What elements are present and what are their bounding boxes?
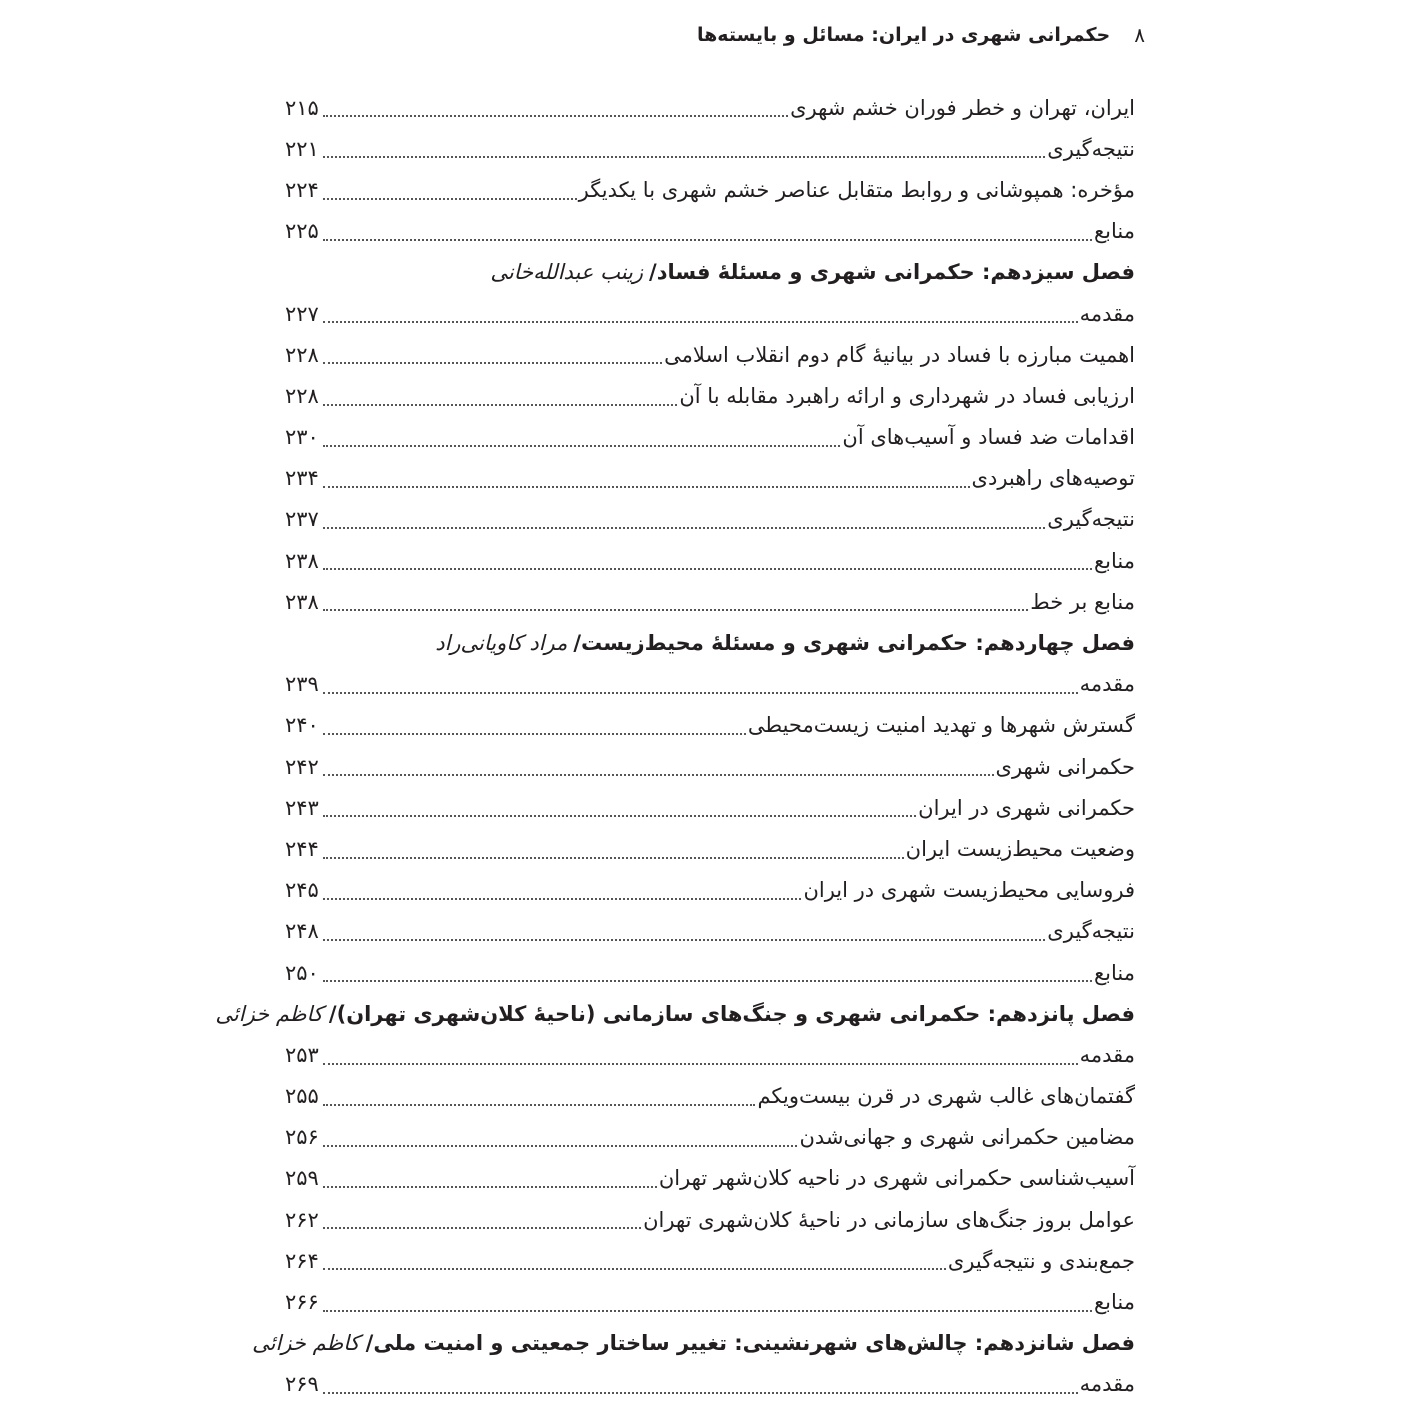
dot-leader [323,321,1078,323]
toc-entry [285,293,1135,334]
dot-leader [323,692,1078,694]
table-of-contents [215,87,1135,1405]
entry-title: نتیجه‌گیری [1047,136,1135,161]
entry-page-number: ۲۲۵ [285,219,319,244]
dot-leader [323,156,1045,158]
entry-title: حکمرانی شهری در ایران [918,795,1135,820]
toc-entry [285,540,1135,581]
entry-title: مضامین حکمرانی شهری و جهانی‌شدن [799,1125,1135,1150]
toc-entry [285,1076,1135,1117]
dot-leader [323,1227,641,1229]
toc-entry [285,911,1135,952]
dot-leader [323,404,677,406]
toc-entry [285,870,1135,911]
entry-title: وضعیت محیط‌زیست ایران [905,836,1135,861]
entry-page-number: ۲۶۹ [285,1372,319,1397]
toc-entry [285,664,1135,705]
dot-leader [323,445,840,447]
toc-entry [285,128,1135,169]
toc-entry [285,705,1135,746]
dot-leader [323,486,970,488]
entry-page-number: ۲۲۱ [285,136,319,161]
entry-title: منابع [1093,548,1135,573]
dot-leader [323,1310,1092,1312]
dot-leader [323,898,801,900]
entry-page-number: ۲۲۴ [285,177,319,202]
entry-title: عوامل بروز جنگ‌های سازمانی در ناحیهٔ کلان‌شهری تهران [643,1207,1135,1232]
toc-entry [285,499,1135,540]
dot-leader [323,939,1045,941]
toc-chapter-heading [285,622,1135,663]
dot-leader [323,527,1045,529]
dot-leader [323,1268,946,1270]
dot-leader [323,115,788,117]
chapter-title: فصل پانزدهم: حکمرانی شهری و جنگ‌های سازمانی (ناحیهٔ کلان‌شهری تهران)/ [328,1001,1135,1026]
chapter-author: زینب عبدالله‌خانی [490,260,644,285]
chapter-author: کاظم خزائی [215,1001,323,1026]
dot-leader [323,568,1092,570]
toc-entry [285,375,1135,416]
dot-leader [323,1063,1078,1065]
toc-entry [285,458,1135,499]
toc-chapter-heading [215,993,1135,1034]
entry-page-number: ۲۵۰ [285,960,319,985]
entry-page-number: ۲۴۲ [285,754,319,779]
toc-entry [285,952,1135,993]
entry-title: گسترش شهرها و تهدید امنیت زیست‌محیطی [747,713,1135,738]
toc-entry [285,169,1135,210]
entry-page-number: ۲۶۴ [285,1248,319,1273]
chapter-author: مراد کاویانی‌راد [435,631,568,656]
toc-chapter-heading [285,252,1135,293]
entry-title: مقدمه [1079,301,1135,326]
dot-leader [323,1186,657,1188]
entry-title: منابع [1093,1290,1135,1315]
entry-title: مقدمه [1079,1372,1135,1397]
entry-title: توصیه‌های راهبردی [971,466,1135,491]
toc-entry [285,1117,1135,1158]
entry-title: اهمیت مبارزه با فساد در بیانیهٔ گام دوم انقلاب اسلامی [664,342,1135,367]
entry-page-number: ۲۶۲ [285,1207,319,1232]
entry-page-number: ۲۳۹ [285,672,319,697]
page-number: ۸ [1134,23,1145,47]
entry-title: اقدامات ضد فساد و آسیب‌های آن [842,425,1135,450]
toc-entry [285,87,1135,128]
entry-page-number: ۲۲۸ [285,342,319,367]
entry-page-number: ۲۴۳ [285,795,319,820]
entry-title: گفتمان‌های غالب شهری در قرن بیست‌ویکم [757,1084,1135,1109]
toc-entry [285,1364,1135,1405]
dot-leader [323,733,746,735]
chapter-title: فصل سیزدهم: حکمرانی شهری و مسئلهٔ فساد/ [649,260,1135,285]
entry-page-number: ۲۳۷ [285,507,319,532]
entry-page-number: ۲۱۵ [285,95,319,120]
entry-title: آسیب‌شناسی حکمرانی شهری در ناحیه کلان‌شهر تهران [658,1166,1135,1191]
toc-entry [285,787,1135,828]
entry-title: مؤخره: همپوشانی و روابط متقابل عناصر خشم شهری با یکدیگر [578,177,1135,202]
entry-title: منابع [1093,219,1135,244]
toc-entry [285,417,1135,458]
entry-title: مقدمه [1079,1042,1135,1067]
running-head [696,18,1145,52]
chapter-title: فصل چهاردهم: حکمرانی شهری و مسئلهٔ محیط‌زیست/ [573,631,1135,656]
entry-page-number: ۲۴۰ [285,713,319,738]
entry-page-number: ۲۵۵ [285,1084,319,1109]
toc-entry [285,1240,1135,1281]
dot-leader [323,857,904,859]
entry-title: منابع بر خط [1030,589,1135,614]
entry-page-number: ۲۲۷ [285,301,319,326]
toc-entry [285,1199,1135,1240]
toc-entry [285,1281,1135,1322]
entry-page-number: ۲۳۸ [285,548,319,573]
entry-page-number: ۲۳۴ [285,466,319,491]
dot-leader [323,609,1028,611]
entry-page-number: ۲۲۸ [285,383,319,408]
entry-title: ارزیابی فساد در شهرداری و ارائه راهبرد مقابله با آن [679,383,1135,408]
dot-leader [323,239,1092,241]
entry-page-number: ۲۳۸ [285,589,319,614]
entry-title: حکمرانی شهری [995,754,1135,779]
dot-leader [323,1104,755,1106]
entry-page-number: ۲۴۴ [285,836,319,861]
entry-title: ایران، تهران و خطر فوران خشم شهری [790,95,1135,120]
dot-leader [323,980,1092,982]
toc-entry [285,746,1135,787]
entry-page-number: ۲۵۶ [285,1125,319,1150]
entry-title: منابع [1093,960,1135,985]
toc-entry [285,1158,1135,1199]
chapter-author: کاظم خزائی [252,1331,360,1356]
dot-leader [323,1392,1078,1394]
entry-title: نتیجه‌گیری [1047,919,1135,944]
chapter-title: فصل شانزدهم: چالش‌های شهرنشینی: تغییر ساختار جمعیتی و امنیت ملی/ [365,1331,1135,1356]
dot-leader [323,774,994,776]
entry-title: فروسایی محیط‌زیست شهری در ایران [803,878,1135,903]
toc-entry [285,1034,1135,1075]
entry-page-number: ۲۴۵ [285,878,319,903]
toc-entry [285,581,1135,622]
toc-entry [285,334,1135,375]
dot-leader [323,815,916,817]
toc-chapter-heading [252,1323,1135,1364]
book-title: حکمرانی شهری در ایران: مسائل و بایسته‌ها [696,24,1111,46]
entry-page-number: ۲۵۳ [285,1042,319,1067]
entry-title: جمع‌بندی و نتیجه‌گیری [947,1248,1135,1273]
toc-entry [285,828,1135,869]
dot-leader [323,1145,797,1147]
toc-entry [285,211,1135,252]
entry-page-number: ۲۳۰ [285,425,319,450]
entry-page-number: ۲۶۶ [285,1290,319,1315]
entry-title: مقدمه [1079,672,1135,697]
entry-page-number: ۲۵۹ [285,1166,319,1191]
entry-page-number: ۲۴۸ [285,919,319,944]
entry-title: نتیجه‌گیری [1047,507,1135,532]
dot-leader [323,362,662,364]
dot-leader [323,198,577,200]
